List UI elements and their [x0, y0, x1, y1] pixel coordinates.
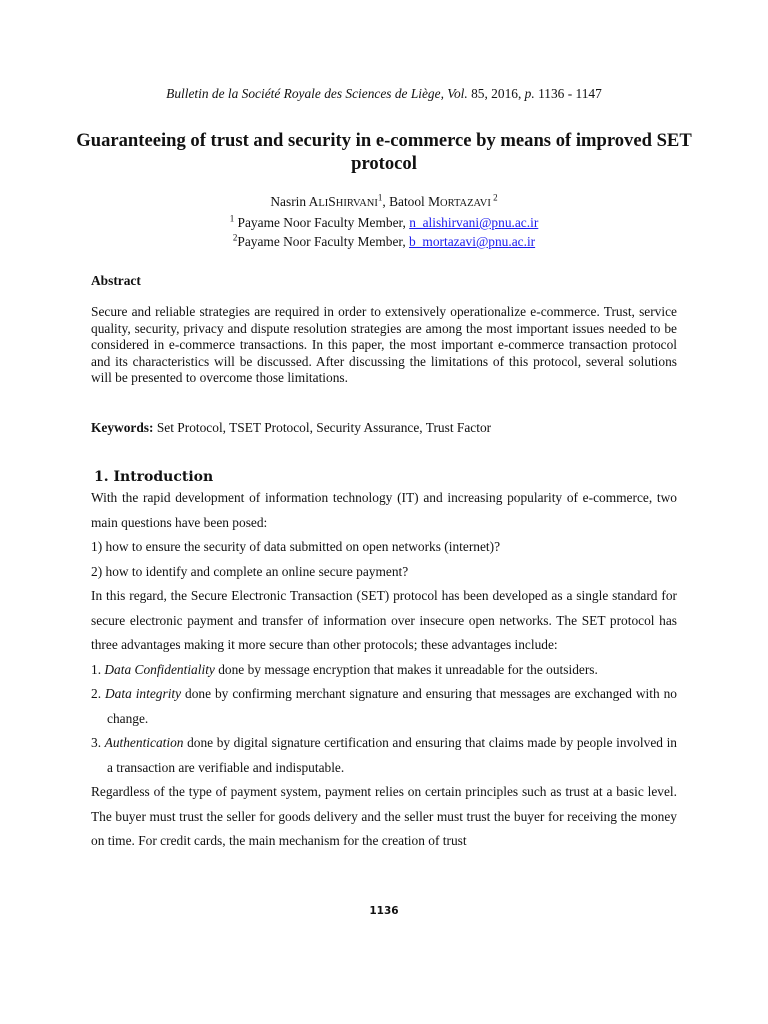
email-link-1[interactable]: n_alishirvani@pnu.ac.ir [409, 215, 539, 230]
abstract-text: Secure and reliable strategies are required in order to extensively operationalize e-commerce. Trust, service quality, security, privacy and dispute resolution strategies are among the most important issues needed to be considered in e-commerce transactions. In this paper, the most important e-commerce transaction protocol and its characteristics will be discussed. After discussing the limitations of this protocol, several solutions will be presented to overcome those limitations. [91, 304, 677, 386]
intro-question-2: 2) how to identify and complete an online secure payment? [91, 563, 409, 579]
intro-paragraph-1: With the rapid development of information technology (IT) and increasing popularity of e-commerce, two main questions have been posed: [91, 490, 677, 530]
section-heading-introduction: 1. Introduction [94, 469, 214, 485]
keywords-label: Keywords: [91, 420, 154, 435]
author-names: Nasrin ALISHIRVANI$^1$, Batool MORTAZAVI $^2$ [270, 192, 498, 209]
journal-volume: 85, 2016, [471, 86, 522, 101]
author-block [0, 192, 768, 251]
list-item-1: 1. Data Confidentiality done by message encryption that makes it unreadable for the outsiders. [91, 661, 598, 677]
intro-paragraph-3: Regardless of the type of payment system, payment relies on certain principles such as trust at a basic level. The buyer must trust the seller for goods delivery and the seller must trust the buyer for receiving the money on time. For credit cards, the main mechanism for the creation of trust [91, 784, 677, 848]
affiliation-2: $^2$Payame Noor Faculty Member, b_mortazavi@pnu.ac.ir [232, 232, 536, 249]
journal-page-label: p [524, 86, 532, 101]
paper-title: Guaranteeing of trust and security in e-commerce by means of improved SET protocol [76, 130, 692, 174]
page-number: 1136 [369, 905, 399, 917]
email-link-2[interactable]: b_mortazavi@pnu.ac.ir [409, 234, 536, 249]
intro-paragraph-2: In this regard, the Secure Electronic Transaction (SET) protocol has been developed as a single standard for secure electronic payment and transfer of information over insecure open networks. The SET protocol has three advantages making it more secure than other protocols; these advantages include: [91, 588, 677, 652]
abstract-heading: Abstract [91, 273, 141, 288]
keywords [91, 420, 677, 436]
intro-question-1: 1) how to ensure the security of data submitted on open networks (internet)? [91, 539, 501, 554]
journal-name: Bulletin de la Société Royale des Sciences de Liège, Vol [166, 86, 465, 101]
introduction-body [91, 486, 677, 854]
keywords-text: Set Protocol, TSET Protocol, Security Assurance, Trust Factor [153, 420, 492, 435]
affiliation-1: $^1$ Payame Noor Faculty Member, n_alishirvani@pnu.ac.ir [229, 213, 539, 230]
list-item-3: 3. Authentication done by digital signature certification and ensuring that claims made by people involved in a transaction are verifiable and indisputable. [91, 735, 677, 775]
list-item-2: 2. Data integrity done by confirming merchant signature and ensuring that messages are exchanged with no change. [91, 686, 677, 726]
journal-pages: 1136 - 1147 [538, 86, 602, 101]
journal-header: Bulletin de la Société Royale des Sciences de Liège, Vol. 85, 2016, p. 1136 - 1147 [166, 86, 602, 101]
